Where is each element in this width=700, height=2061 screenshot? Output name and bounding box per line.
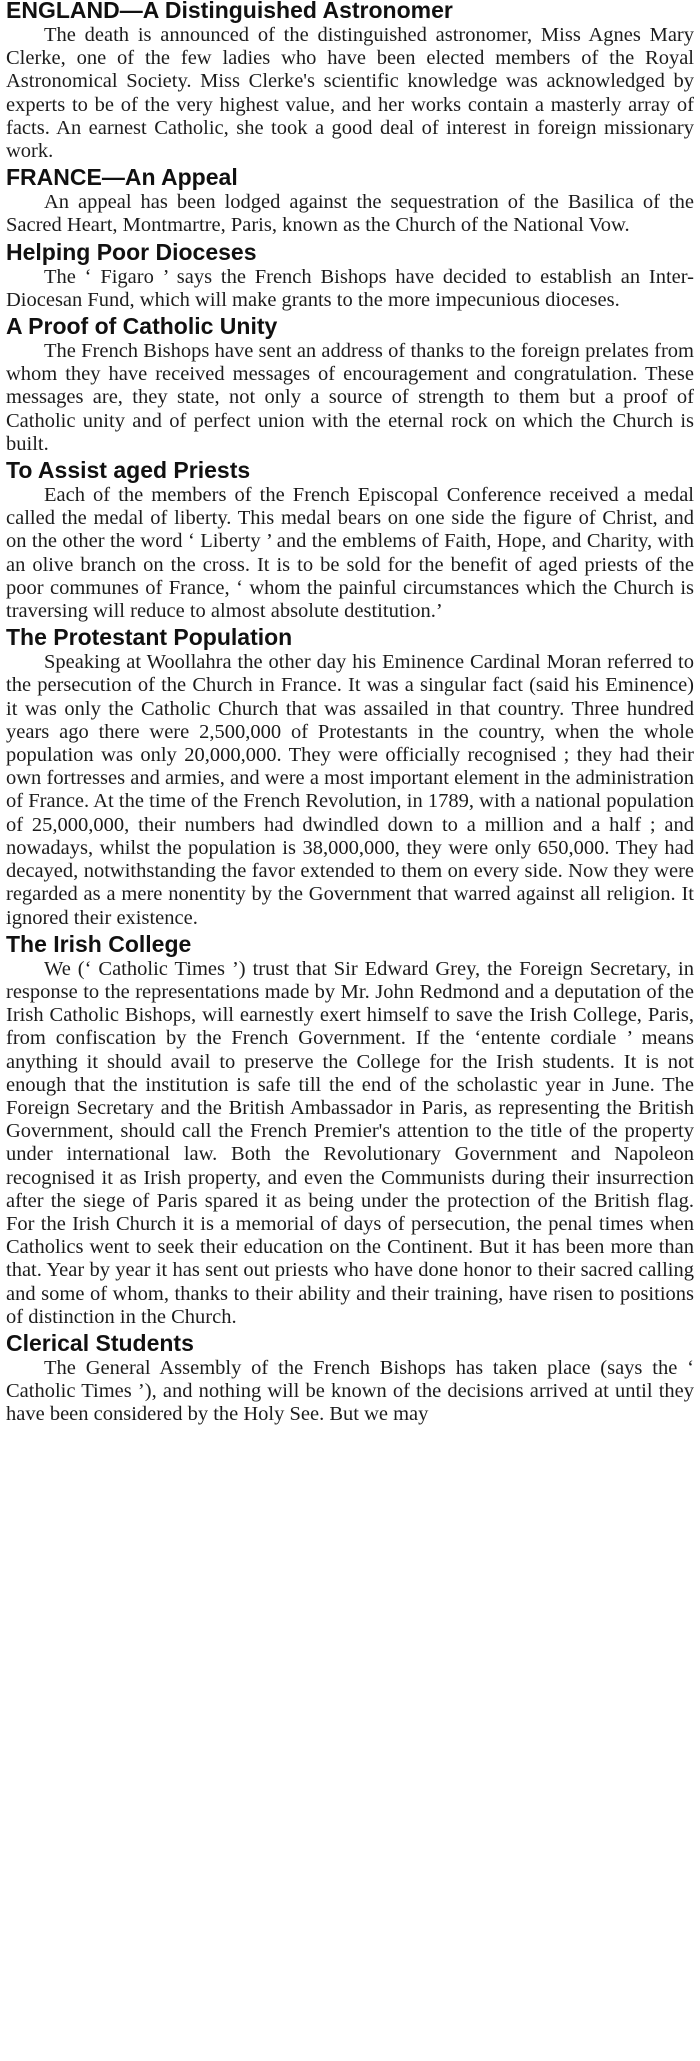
article-headline: Clerical Students: [6, 1329, 194, 1356]
article-headline: The Irish College: [6, 930, 192, 957]
article-france-appeal: [6, 163, 694, 237]
article-headline: To Assist aged Priests: [6, 457, 251, 484]
article-body: We (‘ Catholic Times ’) trust that Sir Edward Grey, the Foreign Secretary, in response to the representations made by Mr. John Redmond and a deputation of the Irish Catholic Bishops, will earnestly exert himself to save the Irish College, Paris, from confiscation by the French Government. If the ‘entente cordiale ’ means anything it should avail to preserve the College for the Irish students. It is not enough that the institution is safe till the end of the scholastic year in June. The Foreign Secretary and the British Ambassador in Paris, as representing the British Government, should call the French Premier's attention to the title of the property under international law. Both the Revolutionary Government and Napoleon recognised it as Irish property, and even the Communists during their insurrection after the siege of Paris spared it as being under the protection of the British flag. For the Irish Church it is a memorial of days of persecution, the penal times when Catholics went to seek their education on the Continent. But it has been more than that. Year by year it has sent out priests who have done honor to their sacred calling and some of whom, thanks to their ability and their training, have risen to positions of distinction in the Church.: [6, 957, 694, 1328]
article-body: Speaking at Woollahra the other day his Eminence Cardinal Moran referred to the persecution of the Church in France. It was a singular fact (said his Eminence) it was only the Catholic Church that was assailed in that country. Three hundred years ago there were 2,500,000 of Protestants in the country, when the whole population was only 20,000,000. They were officially recognised ; they had their own fortresses and armies, and were a most important element in the administration of France. At the time of the French Revolution, in 1789, with a national population of 25,000,000, their numbers had dwindled down to a million and a half ; and nowadays, whilst the population is 38,000,000, they were only 650,000. They had decayed, notwithstanding the favor extended to them on every side. Now they were regarded as a mere nonentity by the Government that warred against all religion. It ignored their existence.: [6, 651, 694, 929]
article-headline: The Protestant Population: [6, 624, 293, 651]
article-helping-poor-dioceses: [6, 238, 694, 312]
article-headline: FRANCE—An Appeal: [6, 164, 238, 191]
article-headline: ENGLAND—A Distinguished Astronomer: [6, 0, 453, 23]
article-body: The French Bishops have sent an address of thanks to the foreign prelates from whom they have received messages of encouragement and congratulation. These messages are, they state, not only a source of strength to them but a proof of Catholic unity and of perfect union with the eternal rock on which the Church is built.: [6, 340, 694, 455]
article-headline: Helping Poor Dioceses: [6, 238, 257, 265]
article-irish-college: [6, 930, 694, 1329]
article-catholic-unity: [6, 312, 694, 456]
article-aged-priests: [6, 456, 694, 623]
article-body: The death is announced of the distinguished astronomer, Miss Agnes Mary Clerke, one of the few ladies who have been elected members of the Royal Astronomical Society. Miss Clerke's scientific knowledge was acknowledged by experts to be of the very highest value, and her works contain a masterly array of facts. An earnest Catholic, she took a good deal of interest in foreign missionary work.: [6, 24, 694, 163]
article-headline: A Proof of Catholic Unity: [6, 313, 278, 340]
article-body: An appeal has been lodged against the sequestration of the Basilica of the Sacred Heart, Montmartre, Paris, known as the Church of the National Vow.: [6, 191, 694, 237]
article-body: Each of the members of the French Episcopal Conference received a medal called the medal of liberty. This medal bears on one side the figure of Christ, and on the other the word ‘ Liberty ’ and the emblems of Faith, Hope, and Charity, with an olive branch on the cross. It is to be sold for the benefit of aged priests of the poor communes of France, ‘ whom the painful circumstances which the Church is traversing will reduce to almost absolute destitution.’: [6, 484, 694, 623]
article-protestant-population: [6, 623, 694, 929]
article-clerical-students: [6, 1329, 694, 1427]
article-body: The ‘ Figaro ’ says the French Bishops have decided to establish an Inter-Diocesan Fund, which will make grants to the more impecunious dioceses.: [6, 265, 694, 311]
article-body: The General Assembly of the French Bishops has taken place (says the ‘ Catholic Times ’), and nothing will be known of the decisions arrived at until they have been considered by the Holy See. But we may: [6, 1356, 694, 1426]
article-england-astronomer: [6, 0, 694, 163]
